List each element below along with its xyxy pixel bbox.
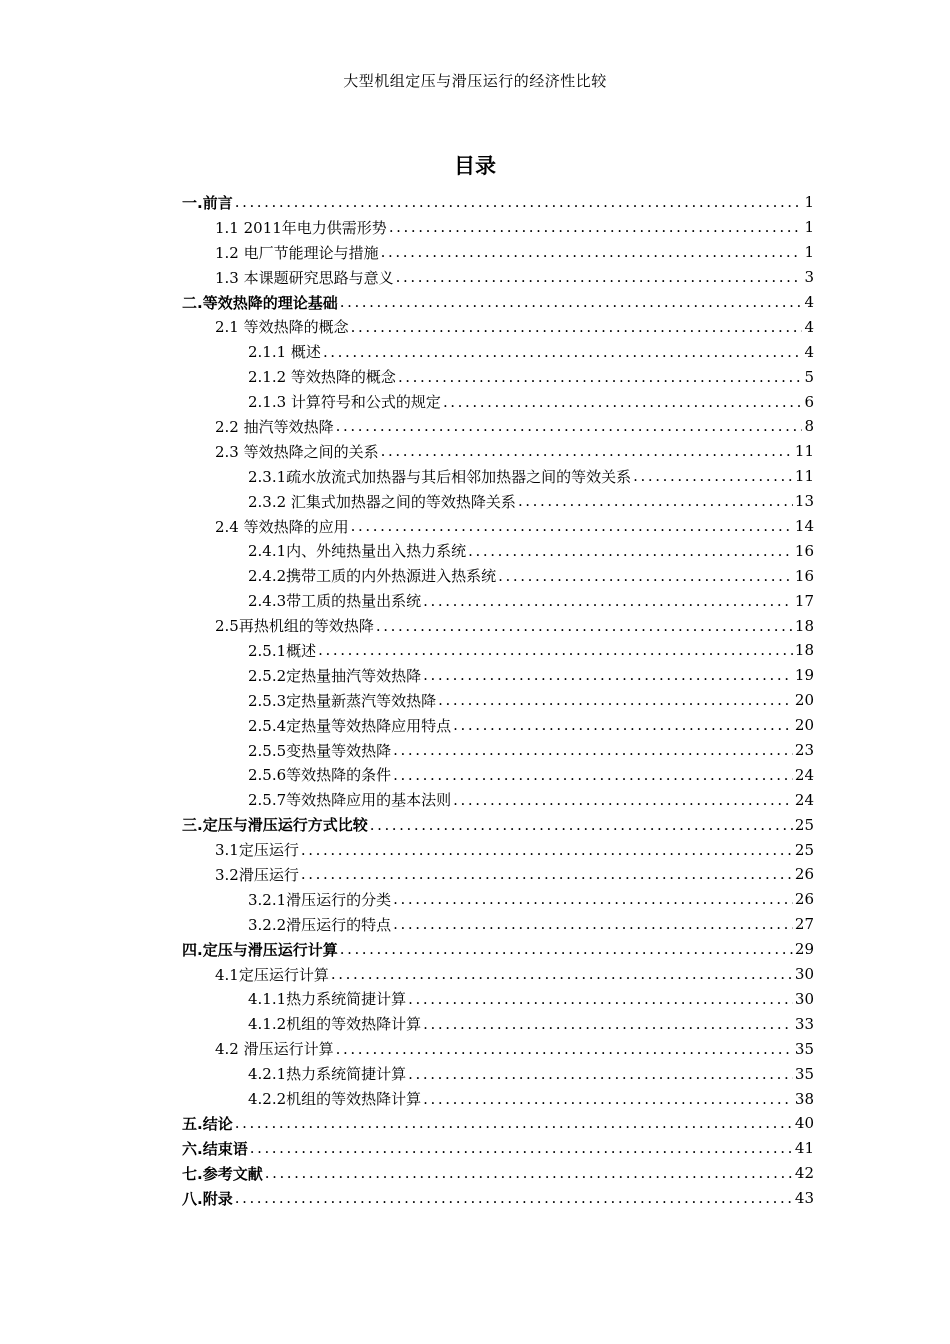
toc-entry-page-number: 13 xyxy=(794,492,814,511)
toc-entry-page-number: 16 xyxy=(794,566,814,585)
toc-entry-label: 2.3.1疏水放流式加热器与其后相邻加热器之间的等效关系 xyxy=(248,467,632,486)
toc-leader-dots xyxy=(423,1015,793,1033)
toc-entry-label: 4.2 滑压运行计算 xyxy=(215,1040,334,1059)
toc-entry-label: 4.1.1热力系统简捷计算 xyxy=(248,990,407,1009)
toc-entry-label: 1.1 2011年电力供需形势 xyxy=(215,218,387,237)
toc-leader-dots xyxy=(351,318,802,336)
toc-leader-dots xyxy=(423,666,793,684)
toc-entry-label: 3.2.1滑压运行的分类 xyxy=(248,890,392,909)
toc-entry-page-number: 11 xyxy=(794,467,814,486)
toc-leader-dots xyxy=(265,1164,793,1182)
toc-entry[interactable] xyxy=(182,937,814,962)
toc-entry[interactable] xyxy=(182,787,814,812)
toc-entry-page-number: 3 xyxy=(804,268,814,287)
toc-entry-label: 4.1.2机组的等效热降计算 xyxy=(248,1015,422,1034)
toc-entry-label: 2.5.3定热量新蒸汽等效热降 xyxy=(248,691,437,710)
toc-leader-dots xyxy=(331,965,793,983)
toc-entry-page-number: 29 xyxy=(794,940,814,959)
toc-entry-page-number: 8 xyxy=(804,417,814,436)
toc-entry-page-number: 23 xyxy=(794,741,814,760)
toc-entry-label: 八.附录 xyxy=(182,1189,233,1208)
toc-entry-label: 4.2.1热力系统简捷计算 xyxy=(248,1065,407,1084)
toc-entry-page-number: 4 xyxy=(804,317,814,336)
toc-entry-page-number: 40 xyxy=(794,1114,814,1133)
toc-leader-dots xyxy=(301,841,793,859)
toc-leader-dots xyxy=(438,691,793,709)
toc-entry-label: 2.3 等效热降之间的关系 xyxy=(215,442,379,461)
toc-entry[interactable] xyxy=(182,862,814,887)
toc-entry[interactable] xyxy=(182,713,814,738)
toc-entry[interactable] xyxy=(182,215,814,240)
toc-leader-dots xyxy=(370,816,793,834)
toc-entry-label: 2.5再热机组的等效热降 xyxy=(215,617,374,636)
toc-entry-page-number: 5 xyxy=(804,367,814,386)
toc-entry[interactable] xyxy=(182,464,814,489)
toc-entry[interactable] xyxy=(182,414,814,439)
toc-leader-dots xyxy=(381,243,802,261)
toc-leader-dots xyxy=(235,1189,793,1207)
toc-entry-label: 2.5.7等效热降应用的基本法则 xyxy=(248,791,452,810)
toc-entry[interactable] xyxy=(182,1011,814,1036)
toc-entry-page-number: 1 xyxy=(804,193,814,212)
toc-entry-page-number: 18 xyxy=(794,641,814,660)
toc-entry-page-number: 1 xyxy=(804,218,814,237)
toc-leader-dots xyxy=(389,218,802,236)
toc-entry-page-number: 6 xyxy=(804,392,814,411)
toc-entry-label: 六.结束语 xyxy=(182,1139,248,1158)
toc-entry-label: 2.4.1内、外纯热量出入热力系统 xyxy=(248,542,467,561)
toc-entry-page-number: 18 xyxy=(794,616,814,635)
toc-leader-dots xyxy=(340,940,793,958)
toc-leader-dots xyxy=(318,641,793,659)
toc-title: 目录 xyxy=(454,154,496,178)
toc-entry-label: 2.2 抽汽等效热降 xyxy=(215,417,334,436)
toc-entry[interactable] xyxy=(182,638,814,663)
toc-entry[interactable] xyxy=(182,1161,814,1186)
toc-entry-page-number: 24 xyxy=(794,790,814,809)
toc-leader-dots xyxy=(376,617,793,635)
toc-leader-dots xyxy=(423,592,793,610)
toc-entry[interactable] xyxy=(182,762,814,787)
toc-entry[interactable] xyxy=(182,887,814,912)
toc-entry[interactable] xyxy=(182,1186,814,1211)
toc-leader-dots xyxy=(498,567,793,585)
toc-leader-dots xyxy=(423,1090,793,1108)
toc-entry-page-number: 42 xyxy=(794,1164,814,1183)
toc-entry-page-number: 20 xyxy=(794,691,814,710)
toc-entry[interactable] xyxy=(182,1036,814,1061)
toc-entry-label: 2.3.2 汇集式加热器之间的等效热降关系 xyxy=(248,492,516,511)
toc-entry-page-number: 16 xyxy=(794,541,814,560)
toc-entry-label: 2.5.1概述 xyxy=(248,641,317,660)
toc-entry-page-number: 30 xyxy=(794,989,814,1008)
toc-leader-dots xyxy=(235,193,802,211)
toc-entry-page-number: 35 xyxy=(794,1064,814,1083)
toc-entry-label: 一.前言 xyxy=(182,193,233,212)
toc-entry[interactable] xyxy=(182,663,814,688)
toc-entry[interactable] xyxy=(182,314,814,339)
toc-leader-dots xyxy=(633,467,793,485)
toc-entry[interactable] xyxy=(182,364,814,389)
toc-entry[interactable] xyxy=(182,290,814,315)
toc-entry-label: 2.5.6等效热降的条件 xyxy=(248,766,392,785)
toc-leader-dots xyxy=(453,791,793,809)
running-header: 大型机组定压与滑压运行的经济性比较 xyxy=(343,72,607,90)
toc-leader-dots xyxy=(323,343,802,361)
toc-entry-page-number: 19 xyxy=(794,666,814,685)
toc-entry-label: 2.1 等效热降的概念 xyxy=(215,318,349,337)
toc-leader-dots xyxy=(518,492,793,510)
toc-entry-page-number: 30 xyxy=(794,965,814,984)
toc-entry[interactable] xyxy=(182,1061,814,1086)
toc-leader-dots xyxy=(408,1065,793,1083)
toc-entry-label: 2.1.1 概述 xyxy=(248,343,321,362)
toc-entry-label: 四.定压与滑压运行计算 xyxy=(182,940,338,959)
toc-leader-dots xyxy=(408,990,793,1008)
toc-entry[interactable] xyxy=(182,613,814,638)
toc-entry-page-number: 38 xyxy=(794,1089,814,1108)
toc-entry-label: 3.2.2滑压运行的特点 xyxy=(248,915,392,934)
toc-leader-dots xyxy=(381,442,793,460)
toc-entry-label: 2.4.3带工质的热量出系统 xyxy=(248,592,422,611)
toc-entry-label: 2.4 等效热降的应用 xyxy=(215,517,349,536)
toc-entry-label: 2.5.5变热量等效热降 xyxy=(248,741,392,760)
toc-entry[interactable] xyxy=(182,962,814,987)
toc-entry-label: 七.参考文献 xyxy=(182,1164,263,1183)
toc-leader-dots xyxy=(398,368,802,386)
toc-entry-page-number: 33 xyxy=(794,1014,814,1033)
toc-leader-dots xyxy=(393,741,793,759)
toc-entry-label: 1.2 电厂节能理论与措施 xyxy=(215,243,379,262)
toc-entry[interactable] xyxy=(182,240,814,265)
toc-entry-page-number: 4 xyxy=(804,342,814,361)
toc-leader-dots xyxy=(301,865,793,883)
toc-entry-label: 2.5.4定热量等效热降应用特点 xyxy=(248,716,452,735)
toc-leader-dots xyxy=(393,766,793,784)
toc-entry-label: 2.1.3 计算符号和公式的规定 xyxy=(248,393,441,412)
toc-entry-page-number: 27 xyxy=(794,915,814,934)
toc-entry[interactable] xyxy=(182,538,814,563)
toc-entry-label: 2.4.2携带工质的内外热源进入热系统 xyxy=(248,567,497,586)
toc-entry[interactable] xyxy=(182,339,814,364)
toc-entry-label: 4.2.2机组的等效热降计算 xyxy=(248,1090,422,1108)
toc-entry-label: 五.结论 xyxy=(182,1114,233,1133)
toc-entry-label: 1.3 本课题研究思路与意义 xyxy=(215,268,394,287)
table-of-contents xyxy=(182,190,814,1211)
toc-entry-page-number: 26 xyxy=(794,890,814,909)
toc-entry[interactable] xyxy=(182,588,814,613)
toc-entry-page-number: 11 xyxy=(794,442,814,461)
toc-entry-label: 三.定压与滑压运行方式比较 xyxy=(182,816,368,835)
toc-leader-dots xyxy=(393,890,793,908)
toc-leader-dots xyxy=(351,517,793,535)
toc-entry[interactable] xyxy=(182,563,814,588)
toc-leader-dots xyxy=(393,915,793,933)
toc-entry-page-number: 1 xyxy=(804,243,814,262)
toc-leader-dots xyxy=(336,1040,793,1058)
toc-leader-dots xyxy=(235,1114,793,1132)
toc-leader-dots xyxy=(396,268,802,286)
toc-entry-label: 二.等效热降的理论基础 xyxy=(182,293,338,312)
toc-entry[interactable] xyxy=(182,837,814,862)
toc-entry-page-number: 24 xyxy=(794,765,814,784)
toc-entry-label: 2.1.2 等效热降的概念 xyxy=(248,368,396,387)
toc-leader-dots xyxy=(468,542,793,560)
toc-entry[interactable] xyxy=(182,738,814,763)
toc-entry-label: 4.1定压运行计算 xyxy=(215,965,329,984)
toc-entry-page-number: 14 xyxy=(794,517,814,536)
toc-entry-page-number: 41 xyxy=(794,1139,814,1158)
toc-entry[interactable] xyxy=(182,987,814,1012)
toc-entry-label: 3.2滑压运行 xyxy=(215,865,299,884)
toc-entry-page-number: 17 xyxy=(794,591,814,610)
toc-entry-page-number: 35 xyxy=(794,1039,814,1058)
toc-entry[interactable] xyxy=(182,514,814,539)
toc-entry-label: 2.5.2定热量抽汽等效热降 xyxy=(248,666,422,685)
toc-entry-page-number: 25 xyxy=(794,815,814,834)
toc-leader-dots xyxy=(336,417,802,435)
toc-entry[interactable] xyxy=(182,912,814,937)
toc-leader-dots xyxy=(250,1139,793,1157)
toc-entry[interactable] xyxy=(182,1136,814,1161)
toc-leader-dots xyxy=(443,393,802,411)
toc-entry[interactable] xyxy=(182,1111,814,1136)
toc-entry-page-number: 43 xyxy=(794,1189,814,1208)
toc-entry[interactable] xyxy=(182,439,814,464)
toc-entry-page-number: 25 xyxy=(794,840,814,859)
toc-entry-label: 3.1定压运行 xyxy=(215,841,299,860)
toc-entry[interactable] xyxy=(182,812,814,837)
toc-leader-dots xyxy=(340,293,802,311)
toc-entry[interactable] xyxy=(182,389,814,414)
toc-entry-page-number: 20 xyxy=(794,716,814,735)
toc-entry[interactable] xyxy=(182,1086,814,1111)
toc-entry[interactable] xyxy=(182,265,814,290)
toc-entry-page-number: 4 xyxy=(804,293,814,311)
toc-entry-page-number: 26 xyxy=(794,865,814,884)
toc-entry[interactable] xyxy=(182,688,814,713)
toc-entry[interactable] xyxy=(182,489,814,514)
toc-entry[interactable] xyxy=(182,190,814,215)
toc-leader-dots xyxy=(453,716,793,734)
